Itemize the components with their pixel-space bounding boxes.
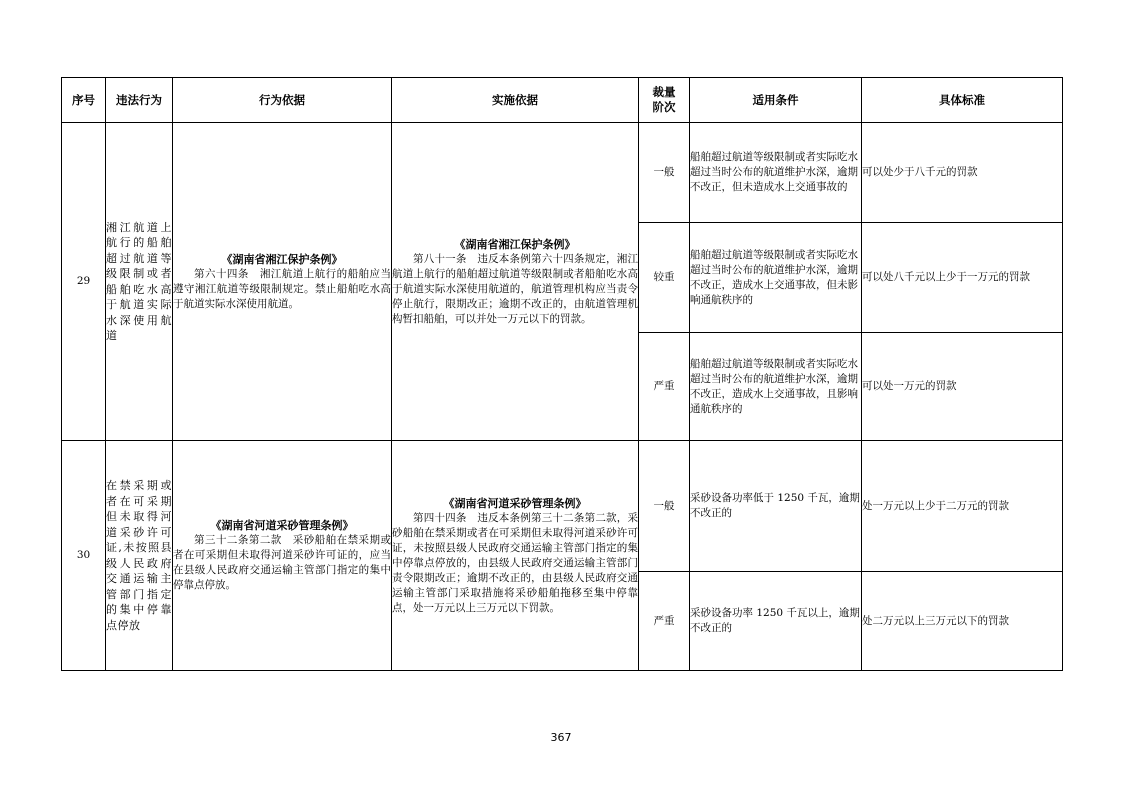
- header-no: 序号: [62, 78, 106, 123]
- level: 一般: [639, 441, 690, 572]
- condition: 采砂设备功率低于 1250 千瓦，逾期不改正的: [690, 441, 862, 572]
- level: 严重: [639, 572, 690, 671]
- standard: 可以处少于八千元的罚款: [862, 123, 1063, 223]
- header-row: [62, 78, 1063, 123]
- basis-law-title: 《湖南省河道采砂管理条例》: [210, 519, 354, 532]
- header-act: 违法行为: [106, 78, 173, 123]
- condition: 采砂设备功率 1250 千瓦以上，逾期不改正的: [690, 572, 862, 671]
- implementation-basis: [392, 123, 639, 441]
- basis-text: 第三十二条第二款 采砂船舶在禁采期或者在可采期但未取得河道采砂许可证的，应当在县级人民政府交通运输主管部门指定的集中停靠点停放。: [173, 534, 391, 591]
- behavior-basis: [173, 441, 392, 671]
- impl-text: 第四十四条 违反本条例第三十二条第二款，采砂船舶在禁采期或者在可采期但未取得河道采砂许可证，未按照县级人民政府交通运输主管部门指定的集中停靠点停放的，由县级人民政府交通运输主管部门责令限期改正；逾期不改正的，由县级人民政府交通运输主管部门采取措施将采砂船舶拖移至集中停靠点，处一万元以上三万元以下罚款。: [392, 511, 638, 614]
- impl-law-title: 《湖南省河道采砂管理条例》: [443, 496, 587, 510]
- level: 较重: [639, 223, 690, 333]
- impl-law-title: 《湖南省湘江保护条例》: [454, 237, 576, 251]
- condition: 船舶超过航道等级限制或者实际吃水超过当时公布的航道维护水深，逾期不改正，造成水上交通事故，但未影响通航秩序的: [690, 223, 862, 333]
- condition: 船舶超过航道等级限制或者实际吃水超过当时公布的航道维护水深，逾期不改正，但未造成水上交通事故的: [690, 123, 862, 223]
- violation-act: 湘江航道上航行的船舶超过航道等级限制或者船舶吃水高于航道实际水深使用航道: [106, 123, 173, 441]
- implementation-basis: [392, 441, 639, 671]
- level: 一般: [639, 123, 690, 223]
- basis-text: 第六十四条 湘江航道上航行的船舶应当遵守湘江航道等级限制规定。禁止船舶吃水高于航道实际水深使用航道。: [173, 267, 391, 310]
- header-impl: 实施依据: [392, 78, 639, 123]
- header-cond: 适用条件: [690, 78, 862, 123]
- header-level: 裁量阶次: [639, 78, 690, 123]
- standard: 可以处一万元的罚款: [862, 333, 1063, 441]
- row-no: 30: [62, 441, 106, 671]
- table-row: [62, 123, 1063, 223]
- standard: 可以处八千元以上少于一万元的罚款: [862, 223, 1063, 333]
- basis-law-title: 《湖南省湘江保护条例》: [221, 252, 343, 266]
- penalty-table: [61, 77, 1063, 671]
- table-row: [62, 441, 1063, 572]
- behavior-basis: [173, 123, 392, 441]
- violation-act: 在禁采期或者在可采期但未取得河道采砂许可证,未按照县级人民政府交通运输主管部门指定的集中停靠点停放: [106, 441, 173, 671]
- header-basis: 行为依据: [173, 78, 392, 123]
- standard: 处一万元以上少于二万元的罚款: [862, 441, 1063, 572]
- condition: 船舶超过航道等级限制或者实际吃水超过当时公布的航道维护水深，逾期不改正，造成水上交通事故，且影响通航秩序的: [690, 333, 862, 441]
- page-number: 367: [550, 731, 572, 744]
- level: 严重: [639, 333, 690, 441]
- standard: 处二万元以上三万元以下的罚款: [862, 572, 1063, 671]
- impl-text: 第八十一条 违反本条例第六十四条规定，湘江航道上航行的船舶超过航道等级限制或者船舶吃水高于航道实际水深使用航道的，航道管理机构应当责令停止航行，限期改正；逾期不改正的，由航道管理机构暂扣船舶，可以并处一万元以下的罚款。: [392, 252, 638, 325]
- header-std: 具体标准: [862, 78, 1063, 123]
- row-no: 29: [62, 123, 106, 441]
